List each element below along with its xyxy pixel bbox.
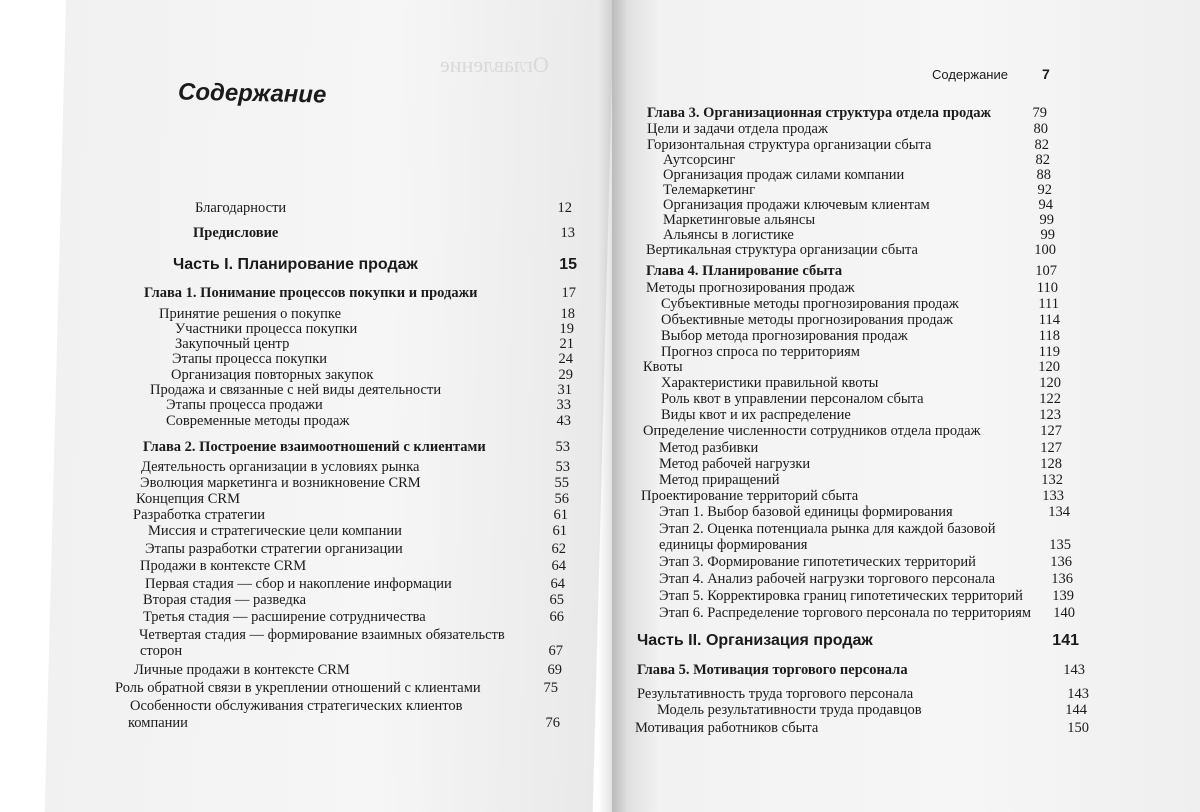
toc-entry: Разработка стратегии xyxy=(133,507,266,523)
toc-page-number: 55 xyxy=(554,475,569,491)
toc-page-number: 118 xyxy=(1038,328,1060,344)
toc-page-number: 19 xyxy=(559,321,574,337)
page-title: Содержание xyxy=(177,78,327,109)
toc-entry: Определение численности сотрудников отдела продаж xyxy=(643,423,981,439)
toc-entry: Глава 3. Организационная структура отдела продаж xyxy=(647,105,991,121)
toc-entry: Глава 1. Понимание процессов покупки и продажи xyxy=(144,285,478,301)
toc-page-number: 143 xyxy=(1063,662,1085,678)
toc-entry: Миссия и стратегические цели компании xyxy=(148,523,402,539)
toc-entry: Метод приращений xyxy=(659,472,780,488)
toc-page-number: 82 xyxy=(1034,137,1049,153)
toc-page-number: 15 xyxy=(559,256,577,273)
toc-page-number: 61 xyxy=(553,507,568,523)
toc-page-number: 69 xyxy=(547,662,562,678)
toc-page-number: 114 xyxy=(1038,312,1060,328)
toc-entry: Деятельность организации в условиях рынка xyxy=(141,459,420,475)
toc-page-number: 66 xyxy=(549,609,564,625)
toc-entry: Аутсорсинг xyxy=(663,152,736,168)
toc-page-number: 24 xyxy=(558,351,573,367)
toc-entry: Личные продажи в контексте CRM xyxy=(134,662,350,678)
toc-entry: Метод разбивки xyxy=(659,440,759,456)
book-gutter xyxy=(598,0,628,812)
toc-entry: Первая стадия — сбор и накопление информации xyxy=(145,576,452,592)
toc-entry: Квоты xyxy=(643,359,683,375)
toc-entry: Часть I. Планирование продаж xyxy=(173,256,418,273)
toc-entry: Этап 3. Формирование гипотетических территорий xyxy=(659,554,976,570)
toc-entry: Вертикальная структура организации сбыта xyxy=(646,242,918,258)
page-number: 7 xyxy=(1042,66,1050,82)
toc-entry: Этап 2. Оценка потенциала рынка для каждой базовой xyxy=(659,521,996,537)
toc-entry: Продажа и связанные с ней виды деятельности xyxy=(150,382,442,398)
toc-entry: Цели и задачи отдела продаж xyxy=(647,121,828,137)
toc-page-number: 123 xyxy=(1039,407,1061,423)
toc-page-number: 139 xyxy=(1052,588,1074,604)
toc-entry: Этапы процесса продажи xyxy=(166,397,323,413)
toc-page-number: 132 xyxy=(1041,472,1063,488)
toc-entry: Проектирование территорий сбыта xyxy=(641,488,859,504)
toc-entry: Третья стадия — расширение сотрудничества xyxy=(143,609,426,625)
toc-page-number: 140 xyxy=(1053,605,1075,621)
toc-page-number: 133 xyxy=(1042,488,1064,504)
toc-page-number: 111 xyxy=(1038,296,1059,312)
toc-page-number: 144 xyxy=(1065,702,1087,718)
toc-page-number: 141 xyxy=(1052,632,1079,649)
toc-page-number: 29 xyxy=(558,367,573,383)
toc-page-number: 17 xyxy=(561,285,576,301)
toc-entry: Организация повторных закупок xyxy=(171,367,374,383)
toc-entry: Альянсы в логистике xyxy=(663,227,794,243)
toc-page-number: 135 xyxy=(1049,537,1071,553)
toc-page-number: 119 xyxy=(1038,344,1060,360)
toc-page-number: 120 xyxy=(1038,359,1060,375)
toc-entry: Субъективные методы прогнозирования продаж xyxy=(661,296,959,312)
toc-entry: Горизонтальная структура организации сбыта xyxy=(647,137,932,153)
toc-page-number: 136 xyxy=(1050,554,1072,570)
toc-entry: Результативность труда торгового персонала xyxy=(637,686,914,702)
toc-page-number: 82 xyxy=(1035,152,1050,168)
toc-page-number: 43 xyxy=(556,413,571,429)
toc-entry: Роль квот в управлении персоналом сбыта xyxy=(661,391,924,407)
toc-entry: Модель результативности труда продавцов xyxy=(657,702,922,718)
toc-page-number: 88 xyxy=(1036,167,1051,183)
toc-page-number: 64 xyxy=(551,558,566,574)
toc-page-number: 67 xyxy=(548,643,563,659)
toc-page-number: 75 xyxy=(543,680,558,696)
toc-entry: Глава 5. Мотивация торгового персонала xyxy=(637,662,908,678)
toc-page-number: 100 xyxy=(1034,242,1056,258)
toc-entry: Этапы процесса покупки xyxy=(172,351,328,367)
toc-entry: Организация продаж силами компании xyxy=(663,167,905,183)
toc-entry: Роль обратной связи в укреплении отношений с клиентами xyxy=(115,680,481,696)
toc-entry: Вторая стадия — разведка xyxy=(143,592,307,608)
toc-entry: Предисловие xyxy=(193,225,279,241)
toc-page-number: 143 xyxy=(1067,686,1089,702)
toc-entry: Принятие решения о покупке xyxy=(159,306,342,322)
toc-page-number: 53 xyxy=(555,439,570,455)
toc-entry: Закупочный центр xyxy=(175,336,290,352)
toc-entry: Прогноз спроса по территориям xyxy=(661,344,860,360)
toc-page-number: 110 xyxy=(1036,280,1058,296)
toc-entry: Часть II. Организация продаж xyxy=(637,632,873,649)
toc-page-number: 136 xyxy=(1051,571,1073,587)
toc-page-number: 64 xyxy=(550,576,565,592)
toc-entry: Этапы разработки стратегии организации xyxy=(145,541,403,557)
toc-page-number: 92 xyxy=(1037,182,1052,198)
running-header: Содержание xyxy=(932,67,1008,82)
toc-page-number: 33 xyxy=(556,397,571,413)
toc-entry: Маркетинговые альянсы xyxy=(663,212,816,228)
toc-page-number: 150 xyxy=(1067,720,1089,736)
toc-entry: Характеристики правильной квоты xyxy=(661,375,879,391)
toc-page-number: 76 xyxy=(545,715,560,731)
toc-page-number: 127 xyxy=(1040,440,1062,456)
toc-entry: Участники процесса покупки xyxy=(175,321,358,337)
toc-entry: Метод рабочей нагрузки xyxy=(659,456,811,472)
toc-entry: Продажи в контексте CRM xyxy=(140,558,307,574)
toc-entry: Методы прогнозирования продаж xyxy=(646,280,855,296)
toc-entry: Этап 4. Анализ рабочей нагрузки торгового персонала xyxy=(659,571,996,587)
toc-entry: Организация продажи ключевым клиентам xyxy=(663,197,930,213)
toc-entry: Этап 6. Распределение торгового персонала по территориям xyxy=(659,605,1032,621)
show-through-heading: Оглавление xyxy=(440,52,549,77)
toc-entry: Выбор метода прогнозирования продаж xyxy=(661,328,908,344)
toc-entry: Объективные методы прогнозирования продаж xyxy=(661,312,953,328)
toc-entry: Этап 5. Корректировка границ гипотетических территорий xyxy=(659,588,1023,604)
toc-page-number: 134 xyxy=(1048,504,1070,520)
toc-entry: Эволюция маркетинга и возникновение CRM xyxy=(140,475,421,491)
toc-entry: Мотивация работников сбыта xyxy=(635,720,819,736)
toc-page-number: 79 xyxy=(1032,105,1047,121)
toc-page-number: 120 xyxy=(1039,375,1061,391)
toc-page-number: 21 xyxy=(559,336,574,352)
toc-page-number: 13 xyxy=(560,225,575,241)
toc-entry: Виды квот и их распределение xyxy=(661,407,851,423)
toc-entry: Четвертая стадия — формирование взаимных обязательств xyxy=(139,627,505,643)
toc-entry: компании xyxy=(128,715,188,731)
toc-entry: Этап 1. Выбор базовой единицы формирования xyxy=(659,504,953,520)
toc-entry: Глава 4. Планирование сбыта xyxy=(646,263,843,279)
toc-entry: Глава 2. Построение взаимоотношений с клиентами xyxy=(143,439,486,455)
toc-page-number: 99 xyxy=(1039,212,1054,228)
toc-entry: единицы формирования xyxy=(659,537,808,553)
toc-page-number: 18 xyxy=(560,306,575,322)
toc-entry: Благодарности xyxy=(195,200,287,216)
toc-page-number: 62 xyxy=(551,541,566,557)
toc-page-number: 128 xyxy=(1040,456,1062,472)
toc-page-number: 56 xyxy=(554,491,569,507)
toc-entry: Концепция CRM xyxy=(136,491,240,507)
toc-page-number: 53 xyxy=(555,459,570,475)
toc-entry: Особенности обслуживания стратегических клиентов xyxy=(130,698,463,714)
toc-page-number: 122 xyxy=(1039,391,1061,407)
toc-page-number: 127 xyxy=(1040,423,1062,439)
toc-entry: Телемаркетинг xyxy=(663,182,756,198)
toc-page-number: 80 xyxy=(1033,121,1048,137)
toc-page-number: 99 xyxy=(1040,227,1055,243)
toc-entry: Современные методы продаж xyxy=(166,413,350,429)
toc-page-number: 12 xyxy=(557,200,572,216)
toc-page-number: 107 xyxy=(1035,263,1057,279)
toc-entry: сторон xyxy=(140,643,183,659)
toc-page-number: 61 xyxy=(552,523,567,539)
toc-page-number: 31 xyxy=(557,382,572,398)
toc-page-number: 65 xyxy=(549,592,564,608)
toc-page-number: 94 xyxy=(1038,197,1053,213)
